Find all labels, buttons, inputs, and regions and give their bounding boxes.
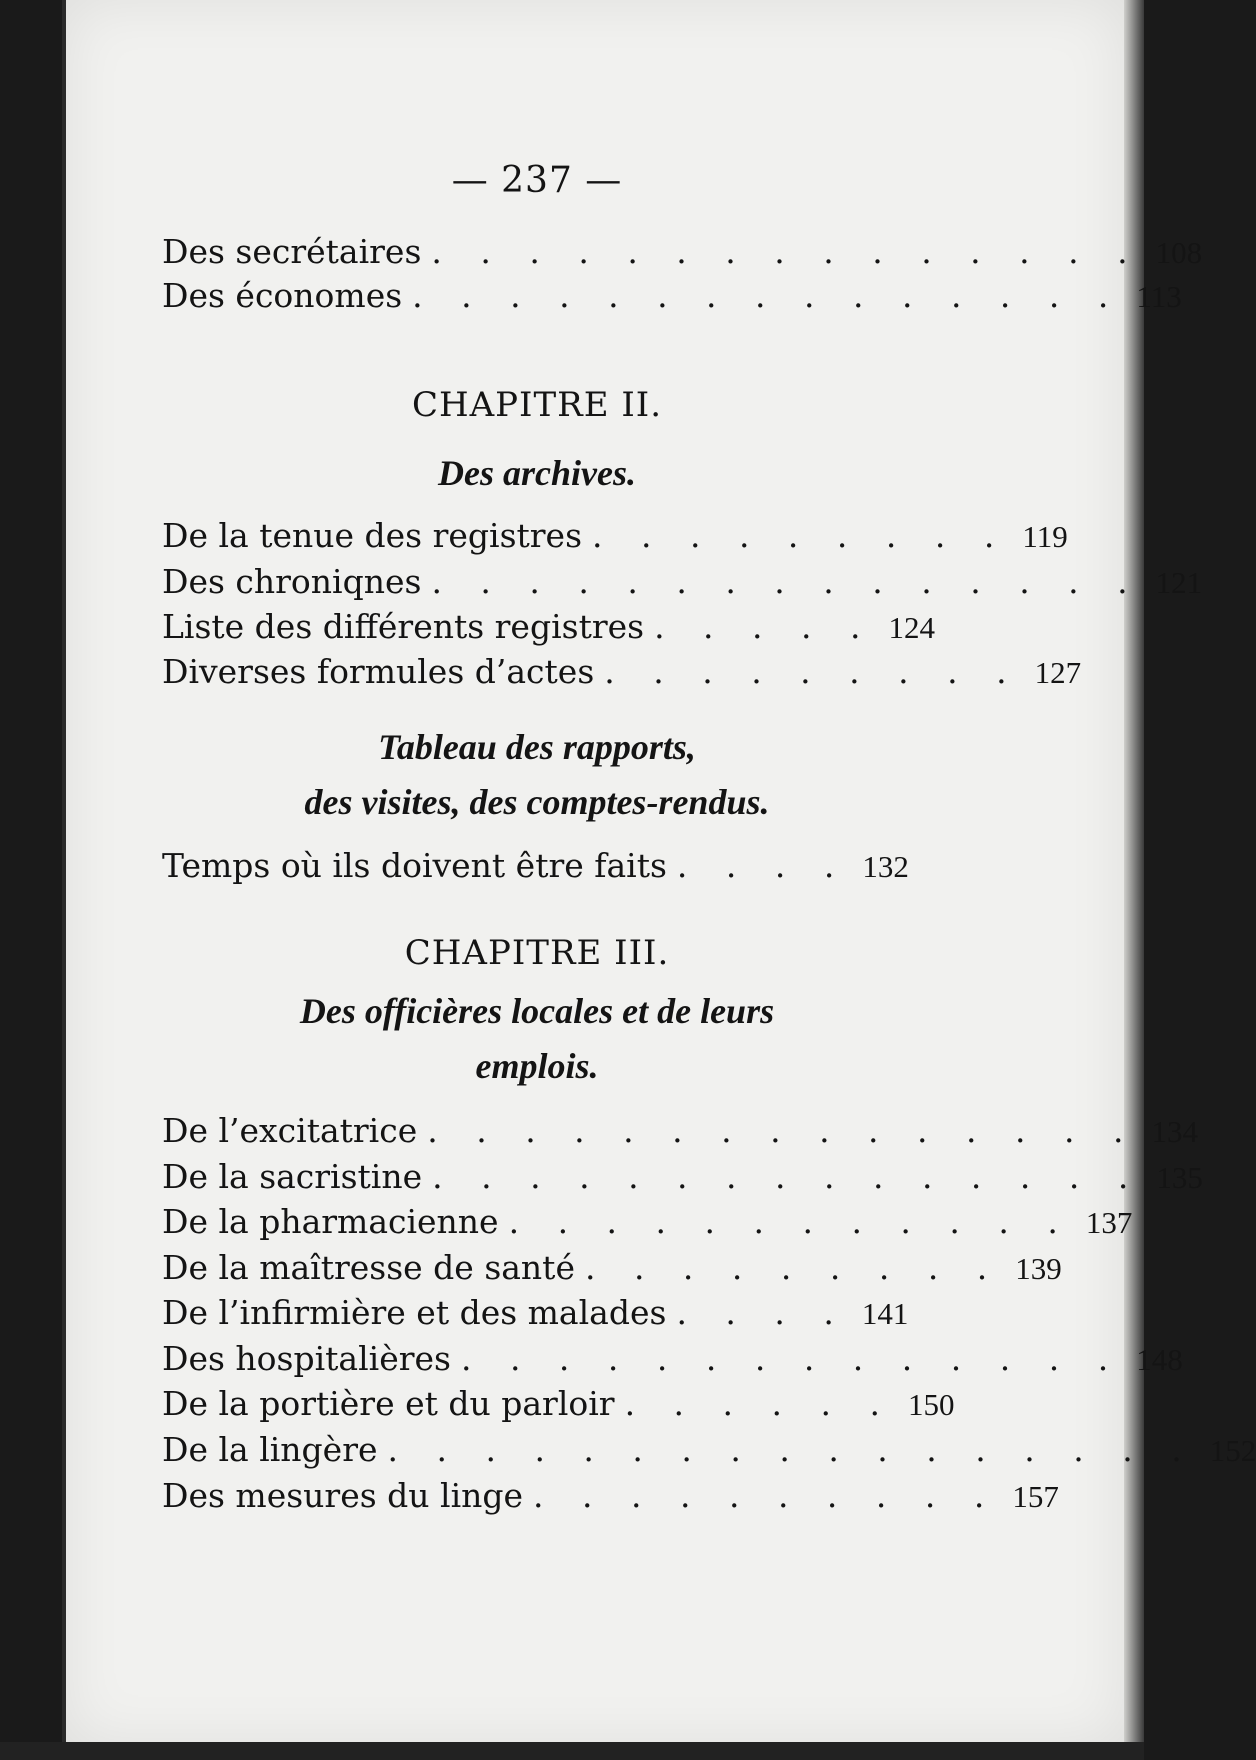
toc-entry-label: De la portière et du parloir	[162, 1384, 615, 1423]
toc-entry	[162, 1430, 1256, 1474]
toc-entry	[162, 1202, 1133, 1246]
toc-entry	[162, 516, 1068, 560]
page-number-header: — 237 —	[451, 160, 623, 201]
toc-entry	[162, 1248, 1062, 1292]
toc-entry-page: 141	[861, 1296, 909, 1331]
toc-leader-dots: . . . . . . . . .	[592, 516, 1009, 555]
toc-leader-dots: . . . . . . . . . . . . . . .	[431, 232, 1142, 271]
toc-entry	[162, 846, 907, 890]
toc-leader-dots: . . . . .	[654, 607, 875, 646]
toc-entry-page: 148	[1136, 1342, 1183, 1377]
toc-leader-dots: . . . . . . . . .	[584, 1248, 1002, 1287]
toc-leader-dots: . . . .	[676, 846, 849, 885]
section-subtitle: Tableau des rapports,	[378, 727, 696, 767]
toc-entry-label: Diverses formules d’actes	[162, 652, 595, 691]
toc-entry	[162, 1476, 1059, 1520]
chapter-heading: CHAPITRE II.	[411, 385, 663, 425]
toc-entry-label: De la sacristine	[162, 1157, 423, 1196]
toc-entry	[162, 1157, 1203, 1201]
toc-entry	[162, 232, 1203, 276]
chapter-subtitle: Des officières locales et de leurs	[299, 991, 775, 1031]
toc-entry-page: 124	[888, 610, 935, 645]
toc-entry-label: De la tenue des registres	[162, 516, 583, 555]
toc-entry-page: 127	[1034, 655, 1082, 690]
toc-entry	[162, 1384, 955, 1428]
toc-entry	[162, 607, 935, 651]
toc-leader-dots: . . . . . . . . .	[604, 652, 1021, 691]
toc-entry-label: Des hospitalières	[162, 1339, 451, 1378]
toc-entry	[162, 1111, 1198, 1155]
toc-leader-dots: . . . . . . . . . . . . . . .	[427, 1111, 1138, 1150]
toc-entry-page: 119	[1022, 519, 1068, 554]
toc-leader-dots: . . . . . .	[624, 1384, 894, 1423]
toc-entry-label: De la lingère	[162, 1430, 378, 1469]
toc-entry	[162, 276, 1182, 320]
toc-entry-page: 132	[862, 849, 909, 884]
toc-leader-dots: . . . .	[676, 1293, 848, 1332]
section-subtitle: des visites, des comptes-rendus.	[304, 782, 770, 822]
toc-entry-page: 139	[1015, 1251, 1062, 1286]
toc-entry-label: Des mesures du linge	[162, 1476, 524, 1515]
toc-entry-label: Des secrétaires	[162, 232, 422, 271]
toc-leader-dots: . . . . . . . . . . . . . . . . .	[387, 1430, 1196, 1469]
chapter-subtitle: emplois.	[475, 1046, 599, 1086]
toc-entry	[162, 652, 1082, 696]
toc-entry-page: 137	[1085, 1205, 1133, 1240]
toc-leader-dots: . . . . . . . . . . . . . . .	[431, 562, 1142, 601]
toc-entry-page: 113	[1136, 279, 1182, 314]
toc-entry-label: Liste des différents registres	[162, 607, 645, 646]
toc-entry-label: Temps où ils doivent être faits	[162, 846, 667, 885]
toc-entry-label: De la pharmacienne	[162, 1202, 499, 1241]
toc-leader-dots: . . . . . . . . . . . . . . .	[432, 1157, 1143, 1196]
toc-entry-page: 134	[1151, 1114, 1198, 1149]
toc-entry-label: Des chroniqnes	[162, 562, 422, 601]
toc-entry-page: 135	[1156, 1160, 1203, 1195]
toc-entry-label: De l’infirmière et des malades	[162, 1293, 667, 1332]
toc-entry-label: Des économes	[162, 276, 403, 315]
chapter-heading: CHAPITRE III.	[404, 933, 670, 973]
toc-entry-page: 108	[1155, 235, 1203, 270]
toc-entry-label: De la maîtresse de santé	[162, 1248, 575, 1287]
toc-entry	[162, 562, 1203, 606]
toc-entry-page: 150	[907, 1387, 955, 1422]
chapter-subtitle: Des archives.	[438, 453, 636, 493]
toc-entry-page: 152	[1209, 1433, 1256, 1468]
toc-leader-dots: . . . . . . . . . . . . . . .	[412, 276, 1123, 315]
toc-entry-page: 121	[1155, 565, 1203, 600]
toc-leader-dots: . . . . . . . . . . . . . .	[460, 1339, 1123, 1378]
toc-entry-label: De l’excitatrice	[162, 1111, 418, 1150]
toc-entry-page: 157	[1012, 1479, 1059, 1514]
toc-leader-dots: . . . . . . . . . . . .	[508, 1202, 1072, 1241]
toc-leader-dots: . . . . . . . . . .	[533, 1476, 999, 1515]
toc-entry	[162, 1339, 1183, 1383]
toc-entry	[162, 1293, 907, 1337]
